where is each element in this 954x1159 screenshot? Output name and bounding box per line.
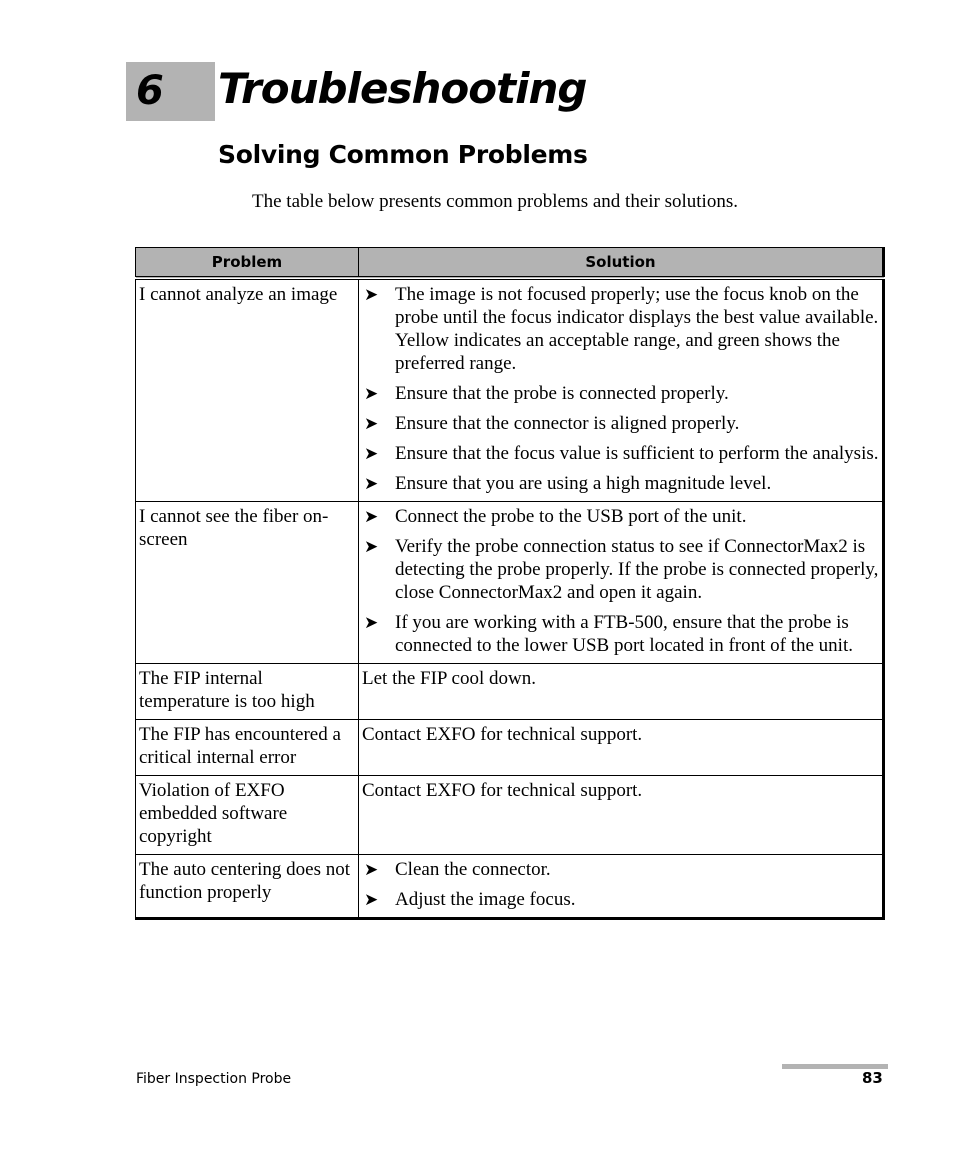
arrow-bullet-icon: ➤	[364, 537, 379, 557]
solution-text: Ensure that the probe is connected properly.	[395, 383, 729, 404]
arrow-bullet-icon: ➤	[364, 613, 379, 633]
table-header-row	[136, 248, 884, 279]
solution-item	[362, 611, 879, 657]
arrow-bullet-icon: ➤	[364, 860, 379, 880]
table-row	[136, 278, 884, 502]
solution-text: If you are working with a FTB-500, ensure that the probe is connected to the lower USB port located in front of the unit.	[395, 612, 853, 656]
table-row	[136, 776, 884, 855]
solution-item	[362, 535, 879, 604]
solution-text: Ensure that you are using a high magnitude level.	[395, 473, 772, 494]
solution-text: The image is not focused properly; use the focus knob on the probe until the focus indicator displays the best value available. Yellow indicates an acceptable range, and green shows the preferred range.	[395, 284, 879, 374]
problem-cell: I cannot analyze an image	[136, 278, 359, 502]
problem-cell: The FIP has encountered a critical internal error	[136, 720, 359, 776]
chapter-title: Troubleshooting	[218, 64, 587, 113]
problem-cell: The FIP internal temperature is too high	[136, 664, 359, 720]
solution-list	[362, 858, 879, 911]
table-row	[136, 855, 884, 919]
solution-text: Ensure that the focus value is sufficient to perform the analysis.	[395, 443, 879, 464]
solution-text: Adjust the image focus.	[395, 889, 576, 910]
solution-cell: Contact EXFO for technical support.	[359, 720, 884, 776]
arrow-bullet-icon: ➤	[364, 890, 379, 910]
solution-item	[362, 888, 879, 911]
solution-item	[362, 472, 879, 495]
table-row	[136, 664, 884, 720]
solution-text: Connect the probe to the USB port of the unit.	[395, 506, 747, 527]
solution-text: Clean the connector.	[395, 859, 551, 880]
footer-page-number: 83	[862, 1069, 883, 1087]
footer-document-title: Fiber Inspection Probe	[136, 1071, 292, 1087]
solution-cell	[359, 502, 884, 664]
table-row	[136, 720, 884, 776]
intro-text: The table below presents common problems and their solutions.	[252, 191, 738, 212]
solution-item	[362, 382, 879, 405]
arrow-bullet-icon: ➤	[364, 507, 379, 527]
chapter-number: 6	[136, 68, 164, 114]
troubleshooting-table	[135, 247, 885, 920]
header-problem: Problem	[136, 248, 359, 279]
solution-cell	[359, 855, 884, 919]
solution-item	[362, 283, 879, 375]
solution-text: Ensure that the connector is aligned properly.	[395, 413, 740, 434]
solution-cell	[359, 278, 884, 502]
solution-list	[362, 505, 879, 657]
problem-cell: I cannot see the fiber on-screen	[136, 502, 359, 664]
solution-cell: Let the FIP cool down.	[359, 664, 884, 720]
solution-item	[362, 442, 879, 465]
solution-cell: Contact EXFO for technical support.	[359, 776, 884, 855]
table-row	[136, 502, 884, 664]
problem-cell: Violation of EXFO embedded software copyright	[136, 776, 359, 855]
solution-item	[362, 505, 879, 528]
arrow-bullet-icon: ➤	[364, 474, 379, 494]
table-body	[136, 278, 884, 919]
arrow-bullet-icon: ➤	[364, 444, 379, 464]
arrow-bullet-icon: ➤	[364, 384, 379, 404]
arrow-bullet-icon: ➤	[364, 414, 379, 434]
arrow-bullet-icon: ➤	[364, 285, 379, 305]
solution-item	[362, 858, 879, 881]
solution-item	[362, 412, 879, 435]
solution-text: Verify the probe connection status to see if ConnectorMax2 is detecting the probe properly. If the probe is connected properly, close ConnectorMax2 and open it again.	[395, 536, 879, 603]
problem-cell: The auto centering does not function properly	[136, 855, 359, 919]
troubleshooting-table-container	[135, 247, 885, 920]
solution-list	[362, 283, 879, 495]
section-title: Solving Common Problems	[218, 140, 588, 169]
header-solution: Solution	[359, 248, 884, 279]
